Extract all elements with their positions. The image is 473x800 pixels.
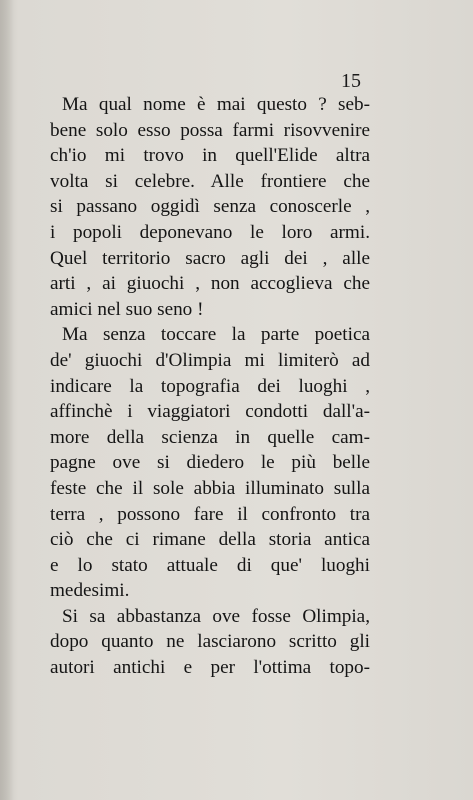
text-line: volta si celebre. Alle frontiere che bbox=[50, 170, 370, 192]
text-line: amici nel suo seno ! bbox=[50, 298, 204, 320]
text-line: autori antichi e per l'ottima topo- bbox=[50, 657, 370, 679]
text-line: de' giuochi d'Olimpia mi limiterò ad bbox=[50, 349, 370, 371]
text-line: affinchè i viaggiatori condotti dall'a- bbox=[50, 401, 370, 423]
text-line: ch'io mi trovo in quell'Elide altra bbox=[50, 145, 370, 167]
text-line: terra , possono fare il confronto tra bbox=[50, 503, 370, 525]
text-line: ciò che ci rimane della storia antica bbox=[50, 529, 370, 551]
text-line: bene solo esso possa farmi risovvenire bbox=[50, 119, 370, 141]
page-gutter-shadow bbox=[0, 0, 14, 800]
text-line: e lo stato attuale di que' luoghi bbox=[50, 554, 370, 576]
text-line: pagne ove si diedero le più belle bbox=[50, 452, 370, 474]
text-line: indicare la topografia dei luoghi , bbox=[50, 375, 370, 397]
text-line: dopo quanto ne lasciarono scritto gli bbox=[50, 631, 370, 653]
text-line: Quel territorio sacro agli dei , alle bbox=[50, 247, 370, 269]
text-line: medesimi. bbox=[50, 580, 130, 602]
body-text bbox=[50, 92, 370, 681]
text-line: i popoli deponevano le loro armi. bbox=[50, 221, 370, 243]
text-line: feste che il sole abbia illuminato sulla bbox=[50, 477, 370, 499]
text-line: arti , ai giuochi , non accoglieva che bbox=[50, 273, 370, 295]
page-number: 15 bbox=[341, 70, 361, 92]
text-line: Si sa abbastanza ove fosse Olimpia, bbox=[62, 605, 370, 627]
text-line: Ma qual nome è mai questo ? seb- bbox=[62, 94, 370, 115]
text-line: Ma senza toccare la parte poetica bbox=[62, 324, 370, 346]
text-line: si passano oggidì senza conoscerle , bbox=[50, 196, 370, 218]
text-line: more della scienza in quelle cam- bbox=[50, 426, 370, 448]
